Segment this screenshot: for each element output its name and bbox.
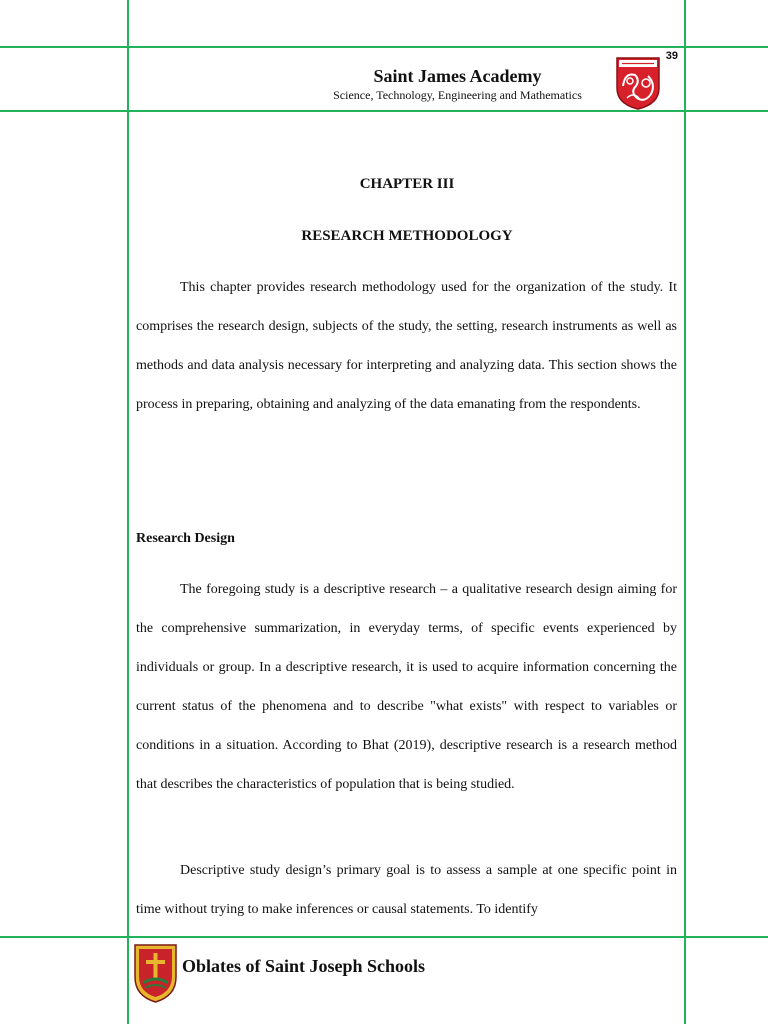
school-name: Saint James Academy bbox=[373, 66, 542, 86]
chapter-heading: CHAPTER III bbox=[359, 176, 455, 192]
footer-guide bbox=[0, 936, 768, 938]
research-design-paragraph: The foregoing study is a descriptive research – a qualitative research design aiming for the comprehensive summarization, in everyday terms, of specific events experienced by individuals or group. In a descriptive research, it is used to acquire information concerning the current status of the phenomena and to describe "what exists" with respect to variables or conditions in a situation. According to Bhat (2019), descriptive research is a research method that describes the characteristics of population that is being studied. bbox=[136, 582, 677, 792]
school-strand: Science, Technology, Engineering and Mathematics bbox=[333, 88, 582, 102]
study-goal-paragraph: Descriptive study design’s primary goal is to assess a sample at one specific point in time without trying to make inferences or causal statements. To identify bbox=[136, 863, 677, 917]
right-margin-guide bbox=[684, 0, 686, 1024]
header-top-guide bbox=[0, 46, 768, 48]
research-design-subheading: Research Design bbox=[136, 531, 235, 546]
osjs-shield-icon bbox=[133, 943, 178, 1003]
header-bottom-guide bbox=[0, 110, 768, 112]
school-crest-icon bbox=[615, 56, 661, 110]
intro-paragraph: This chapter provides research methodology used for the organization of the study. It comprises the research design, subjects of the study, the setting, research instruments as well as methods and data analysis necessary for interpreting and analyzing data. This section shows the process in preparing, obtaining and analyzing of the data emanating from the respondents. bbox=[136, 280, 677, 412]
section-heading: RESEARCH METHODOLOGY bbox=[301, 228, 513, 244]
left-margin-guide bbox=[127, 0, 129, 1024]
organization-name: Oblates of Saint Joseph Schools bbox=[182, 956, 426, 976]
page-number: 39 bbox=[665, 50, 678, 62]
